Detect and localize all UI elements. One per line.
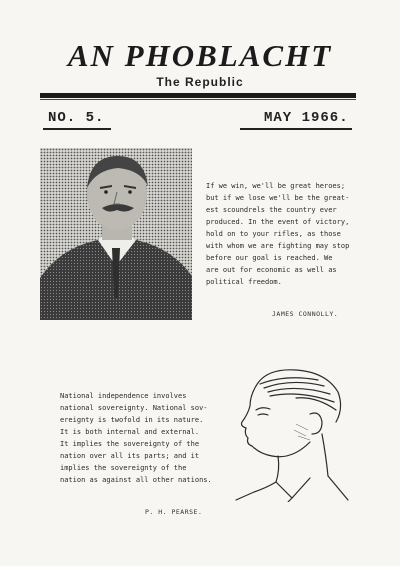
issue-number-underline: [43, 128, 111, 130]
quote-line: It implies the sovereignty of the: [60, 440, 200, 448]
issue-date: MAY 1966.: [264, 110, 349, 126]
quote-line: ereignty is twofold in its nature.: [60, 416, 204, 424]
quote-line: est scoundrels the country ever: [206, 206, 337, 214]
quote-line: hold on to your rifles, as those: [206, 230, 341, 238]
issue-date-underline: [240, 128, 352, 130]
quote-line: with whom we are fighting may stop: [206, 242, 350, 250]
quote-line: nation as against all other nations.: [60, 476, 212, 484]
quote-line: are out for economic as well as: [206, 266, 337, 274]
quote-line: National independence involves: [60, 392, 187, 400]
quote-line: implies the sovereignty of the: [60, 464, 187, 472]
quote-connolly: [206, 180, 356, 288]
quote-line: but if we lose we'll be the great-: [206, 194, 350, 202]
quote-line: produced. In the event of victory,: [206, 218, 350, 226]
masthead-rule-thin: [40, 99, 356, 100]
masthead-subtitle: The Republic: [156, 75, 244, 89]
quote-line: It is both internal and external.: [60, 428, 200, 436]
masthead-title: AN PHOBLACHT: [67, 38, 333, 73]
quote-line: political freedom.: [206, 278, 282, 286]
quote-author-connolly: JAMES CONNOLLY.: [272, 310, 339, 318]
portrait-pearse: [226, 364, 356, 502]
portrait-connolly: [40, 148, 192, 320]
masthead-rule: [40, 93, 356, 98]
quote-line: If we win, we'll be great heroes;: [206, 182, 346, 190]
quote-line: national sovereignty. National sov-: [60, 404, 208, 412]
quote-author-pearse: P. H. PEARSE.: [145, 508, 203, 516]
issue-number: NO. 5.: [48, 110, 105, 126]
quote-pearse: [60, 390, 220, 486]
quote-line: nation over all its parts; and it: [60, 452, 200, 460]
quote-line: before our goal is reached. We: [206, 254, 333, 262]
